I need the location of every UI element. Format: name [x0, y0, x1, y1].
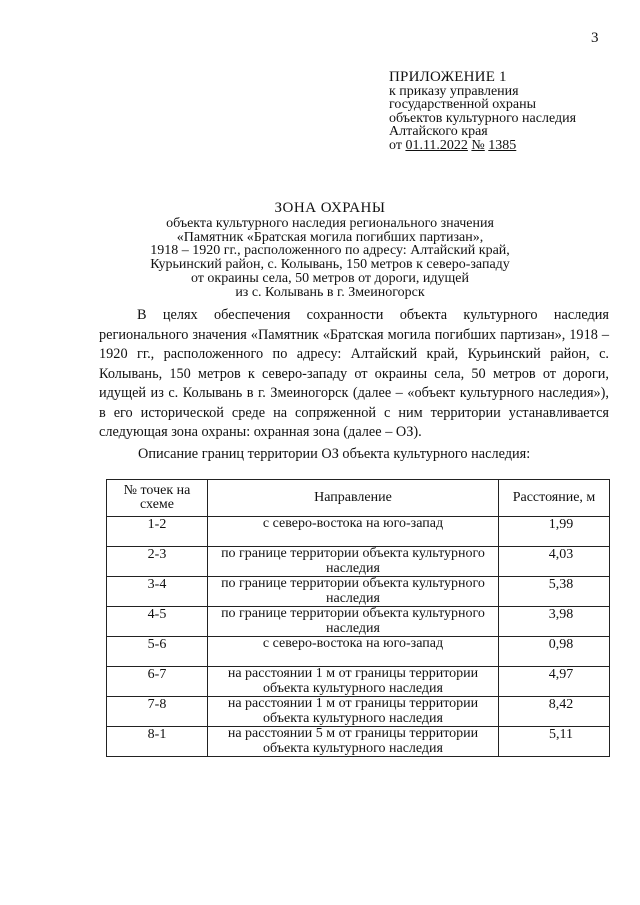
cell-points: [107, 517, 208, 547]
table-row: [107, 727, 610, 757]
heading-line: 1918 – 1920 гг., расположенного по адресу: Алтайский край,: [150, 243, 510, 259]
heading-line: от окраины села, 50 метров от дороги, идущей: [190, 270, 469, 286]
points-value: 3-4: [147, 577, 167, 592]
distance-value: 1,99: [548, 517, 574, 532]
heading-line: «Памятник «Братская могила погибших партизан»,: [176, 229, 484, 245]
cell-distance: [499, 517, 610, 547]
cell-direction: с северо-востока на юго-запад: [208, 637, 499, 667]
cell-distance: [499, 577, 610, 607]
cell-points: [107, 727, 208, 757]
header-direction: Направление: [208, 480, 499, 517]
table-row: [107, 667, 610, 697]
cell-points: [107, 577, 208, 607]
appendix-date-line: [389, 139, 576, 153]
points-value: 7-8: [147, 697, 167, 712]
cell-direction: по границе территории объекта культурного наследия: [208, 547, 499, 577]
heading-line: Курьинский район, с. Колывань, 150 метров к северо-западу: [150, 257, 510, 273]
table-row: [107, 697, 610, 727]
body-paragraph: В целях обеспечения сохранности объекта культурного наследия регионального значения «Памятник «Братская могила погибших партизан», 1918 – 1920 гг., расположенного по адресу: Алтайский край, Курьинский район, с. Колывань, 150 метров к северо-западу от окраины села, 50 метров от дороги, идущей из с. Колывань в г. Змеиногорск (далее – «объект культурного наследия»), в его исторической среде на сопряженной с ним территории устанавливается следующая зона охраны: охранная зона (далее – ОЗ).: [99, 307, 609, 440]
distance-value: 5,38: [548, 577, 574, 592]
distance-value: 3,98: [548, 607, 574, 622]
points-value: 5-6: [147, 637, 167, 652]
appendix-line: к приказу управления: [389, 83, 519, 99]
order-date: 01.11.2022: [405, 137, 468, 153]
cell-direction: на расстоянии 1 м от границы территории объекта культурного наследия: [208, 697, 499, 727]
distance-value: 8,42: [548, 697, 574, 712]
cell-direction: по границе территории объекта культурного наследия: [208, 607, 499, 637]
table-row: [107, 547, 610, 577]
distance-value: 4,97: [548, 667, 574, 682]
table-row: [107, 637, 610, 667]
appendix-block: [389, 71, 576, 153]
heading-line: объекта культурного наследия регионального значения: [166, 215, 494, 231]
table-row: [107, 577, 610, 607]
distance-value: 4,03: [548, 547, 574, 562]
document-heading: [100, 202, 560, 300]
distance-value: 5,11: [549, 727, 573, 742]
cell-distance: [499, 727, 610, 757]
points-value: 1-2: [147, 517, 167, 532]
heading-title: ЗОНА ОХРАНЫ: [274, 200, 386, 216]
cell-points: [107, 667, 208, 697]
table-row: [107, 607, 610, 637]
cell-direction: с северо-востока на юго-запад: [208, 517, 499, 547]
boundaries-table: [106, 479, 610, 757]
page-number: 3: [591, 30, 599, 46]
cell-distance: [499, 697, 610, 727]
number-prefix: №: [471, 137, 485, 153]
table-row: [107, 517, 610, 547]
order-number: 1385: [488, 137, 517, 153]
header-distance: Расстояние, м: [499, 480, 610, 517]
cell-points: [107, 637, 208, 667]
cell-distance: [499, 607, 610, 637]
cell-direction: на расстоянии 5 м от границы территории объекта культурного наследия: [208, 727, 499, 757]
cell-points: [107, 697, 208, 727]
appendix-line: государственной охраны: [389, 97, 537, 113]
distance-value: 0,98: [548, 637, 574, 652]
cell-points: [107, 607, 208, 637]
heading-line: из с. Колывань в г. Змеиногорск: [235, 284, 425, 300]
appendix-title: ПРИЛОЖЕНИЕ 1: [389, 69, 507, 85]
cell-points: [107, 547, 208, 577]
points-value: 4-5: [147, 607, 167, 622]
points-value: 2-3: [147, 547, 167, 562]
cell-direction: на расстоянии 1 м от границы территории объекта культурного наследия: [208, 667, 499, 697]
table-header-row: [107, 480, 610, 517]
appendix-line: объектов культурного наследия: [389, 110, 577, 126]
date-prefix: от: [389, 137, 402, 153]
cell-distance: [499, 637, 610, 667]
cell-direction: по границе территории объекта культурного наследия: [208, 577, 499, 607]
cell-distance: [499, 547, 610, 577]
header-points: № точек на схеме: [107, 480, 208, 517]
points-value: 8-1: [147, 727, 167, 742]
cell-distance: [499, 667, 610, 697]
table-caption: Описание границ территории ОЗ объекта культурного наследия:: [138, 446, 531, 462]
points-value: 6-7: [147, 667, 167, 682]
appendix-line: Алтайского края: [389, 124, 488, 140]
